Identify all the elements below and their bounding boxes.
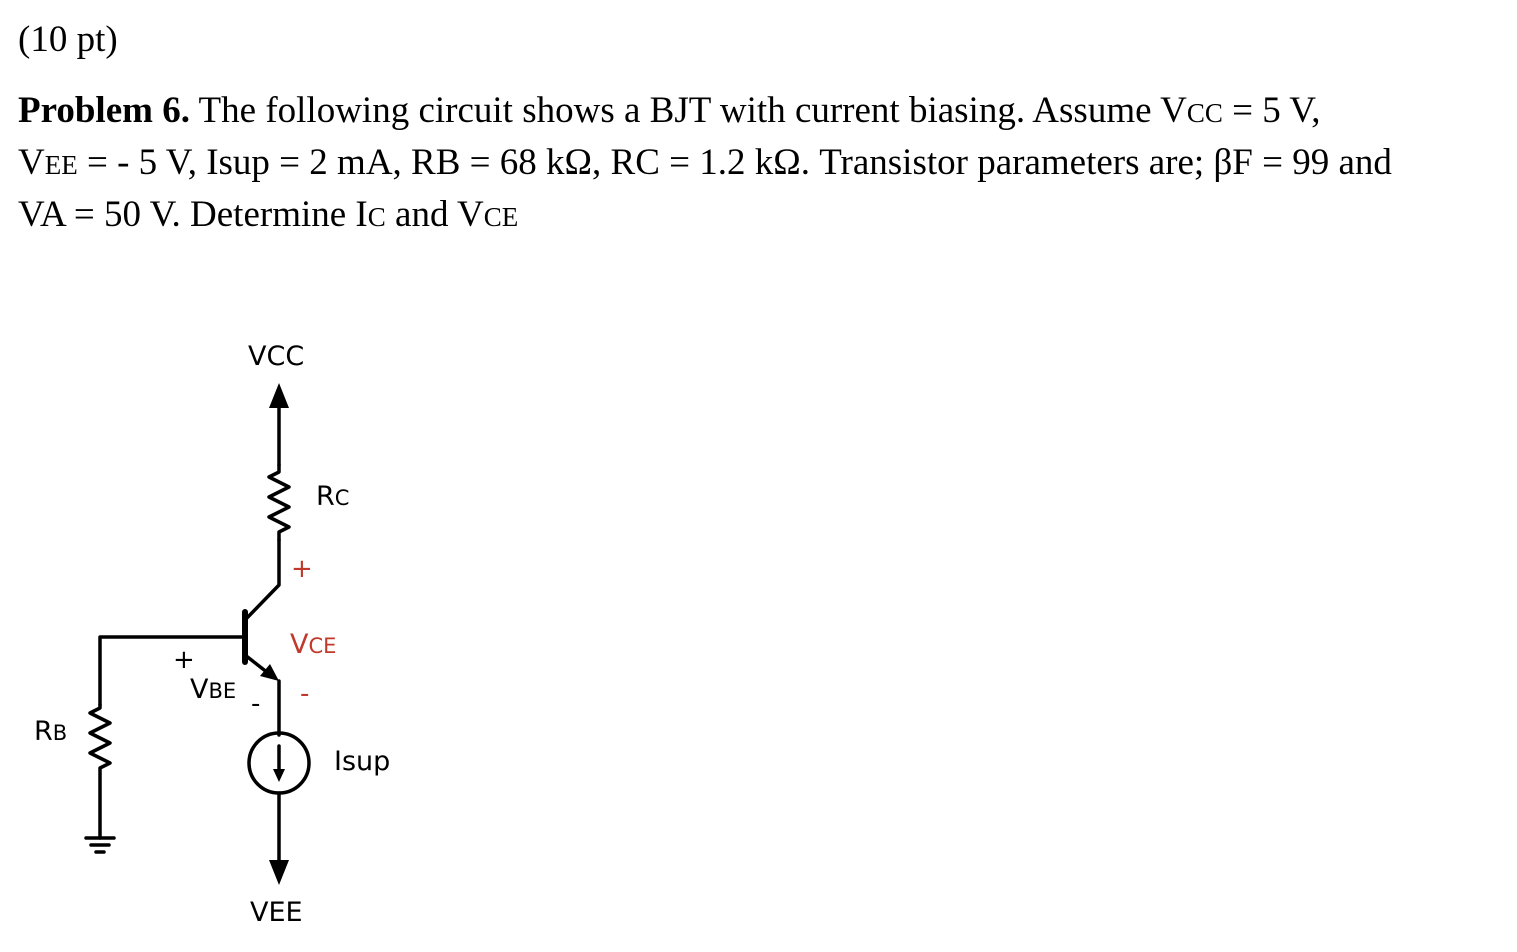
vce-minus-sign: - [300, 679, 310, 709]
problem-line-2: VEE = - 5 V, Isup = 2 mA, RB = 68 kΩ, RC = 1.2 kΩ. Transistor parameters are; βF = 99 and [18, 142, 1392, 183]
rb-label: RB [34, 716, 68, 747]
emitter-arrow-icon [260, 664, 279, 681]
vbe-label: VBE [190, 674, 237, 705]
vbe-minus-sign: - [251, 689, 261, 719]
problem-label: Problem 6. [18, 90, 190, 131]
vcc-arrow-icon [269, 383, 289, 408]
rc-resistor [269, 465, 289, 540]
vee-arrow-icon [269, 860, 289, 885]
problem-line-1: Problem 6. The following circuit shows a BJT with current biasing. Assume VCC = 5 V, [18, 90, 1321, 131]
vbe-plus-sign: + [173, 645, 195, 675]
emitter-lead [245, 655, 268, 673]
isup-label: Isup [334, 746, 391, 777]
vce-plus-sign: + [291, 554, 313, 584]
vcc-label: VCC [248, 341, 305, 372]
rb-resistor [90, 705, 110, 838]
rc-label: RC [316, 481, 350, 512]
vce-label: VCE [290, 629, 337, 660]
problem-line-3: VA = 50 V. Determine IC and VCE [18, 194, 519, 235]
collector-wire [245, 540, 279, 620]
vee-label: VEE [250, 897, 303, 928]
points-label: (10 pt) [18, 19, 118, 60]
current-source-arrow-icon [273, 769, 285, 782]
